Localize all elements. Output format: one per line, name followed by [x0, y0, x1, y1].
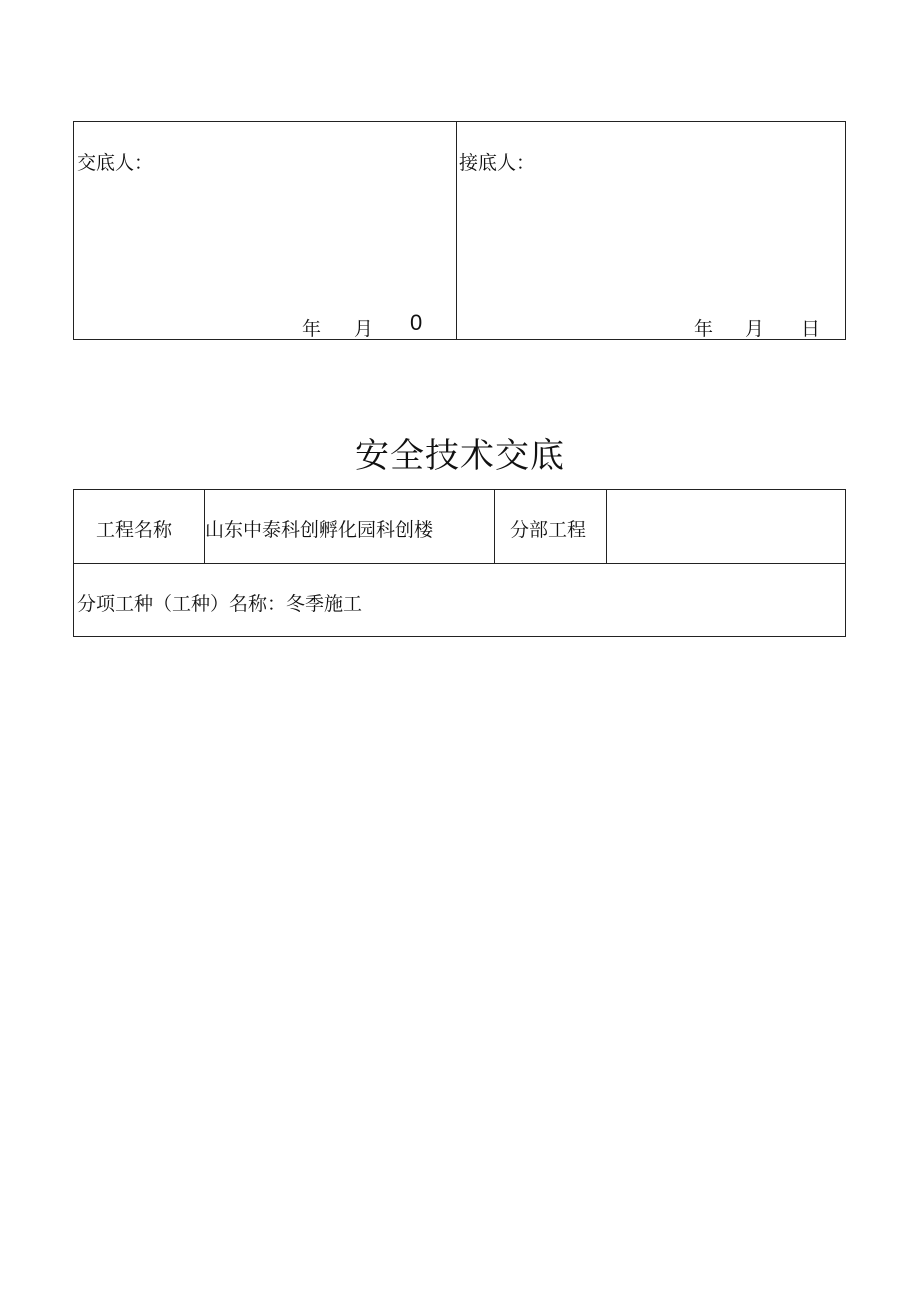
project-name-label: 工程名称	[96, 519, 173, 541]
receiver-label: 接底人：	[459, 152, 536, 174]
work-item-line: 分项工种（工种）名称：冬季施工	[77, 593, 363, 615]
signoff-divider	[456, 122, 457, 339]
info-row-divider	[74, 563, 845, 564]
project-name-value: 山东中泰科创孵化园科创楼	[205, 519, 434, 541]
giver-date-day: 0	[410, 310, 423, 335]
info-col-divider-2	[494, 490, 495, 563]
receiver-date-day: 日	[801, 318, 821, 340]
signoff-table	[73, 121, 846, 340]
info-col-divider-3	[606, 490, 607, 563]
giver-label: 交底人：	[77, 152, 154, 174]
receiver-date-month: 月	[745, 318, 765, 340]
info-table	[73, 489, 846, 637]
document-title: 安全技术交底	[355, 436, 565, 476]
sub-project-label: 分部工程	[510, 519, 587, 541]
receiver-date-year: 年	[694, 318, 714, 340]
giver-date-year: 年	[302, 318, 322, 340]
giver-date-month: 月	[354, 318, 374, 340]
